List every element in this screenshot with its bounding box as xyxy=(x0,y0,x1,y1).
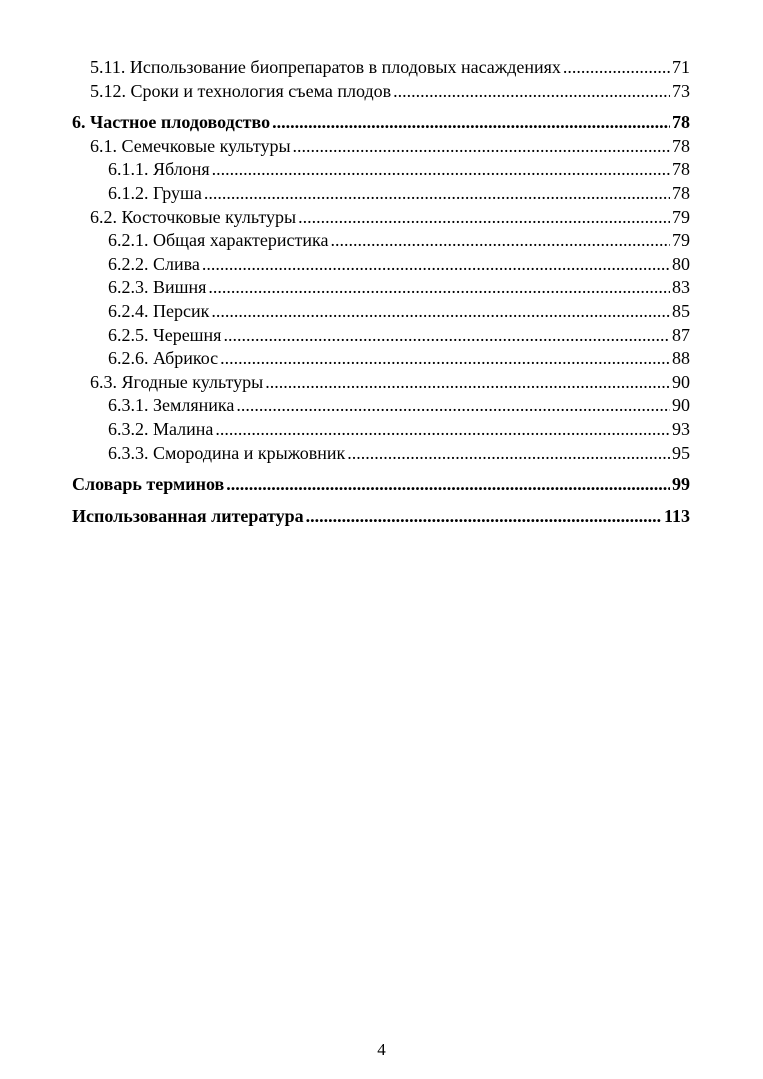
toc-entry xyxy=(72,371,690,395)
toc-entry-title: 6.3.1. Земляника xyxy=(108,395,235,416)
toc-leader-dots xyxy=(204,182,670,206)
table-of-contents xyxy=(72,56,690,528)
toc-entry-page: 78 xyxy=(672,112,690,133)
toc-leader-dots xyxy=(236,394,670,418)
toc-entry-page: 83 xyxy=(672,277,690,298)
toc-entry-page: 95 xyxy=(672,442,690,463)
toc-entry-page: 71 xyxy=(672,57,690,77)
toc-entry-title: Использованная литература xyxy=(72,505,304,526)
toc-chapter-entry xyxy=(72,111,690,135)
toc-entry-page: 99 xyxy=(672,474,690,495)
toc-entry xyxy=(72,253,690,277)
toc-entry-title: 6.3.2. Малина xyxy=(108,418,214,439)
toc-leader-dots xyxy=(293,135,670,159)
toc-entry-title: 5.12. Сроки и технология съема плодов xyxy=(90,80,392,101)
toc-entry-page: 79 xyxy=(672,206,690,227)
toc-entry xyxy=(72,158,690,182)
toc-entry xyxy=(72,418,690,442)
toc-entry xyxy=(72,56,690,80)
toc-leader-dots xyxy=(212,158,670,182)
toc-entry-page: 78 xyxy=(672,135,690,156)
toc-entry-page: 79 xyxy=(672,230,690,251)
toc-entry-page: 87 xyxy=(672,324,690,345)
toc-entry-title: Словарь терминов xyxy=(72,474,225,495)
toc-entry xyxy=(72,347,690,371)
toc-entry-title: 6. Частное плодоводство xyxy=(72,112,271,133)
toc-leader-dots xyxy=(202,253,670,277)
toc-entry xyxy=(72,80,690,104)
toc-entry-page: 90 xyxy=(672,395,690,416)
toc-entry-title: 6.1.2. Груша xyxy=(108,182,202,203)
toc-leader-dots xyxy=(215,418,670,442)
toc-leader-dots xyxy=(223,324,670,348)
toc-entry-title: 6.2.2. Слива xyxy=(108,253,200,274)
toc-entry xyxy=(72,206,690,230)
toc-entry-page: 73 xyxy=(672,80,690,101)
toc-entry xyxy=(72,324,690,348)
toc-entry-page: 88 xyxy=(672,348,690,369)
toc-leader-dots xyxy=(208,276,670,300)
toc-entry-title: 6.2.5. Черешня xyxy=(108,324,222,345)
toc-entry-title: 6.2. Косточковые культуры xyxy=(90,206,297,227)
toc-entry-title: 6.2.4. Персик xyxy=(108,300,210,321)
toc-leader-dots xyxy=(563,56,670,80)
toc-entry-page: 93 xyxy=(672,418,690,439)
toc-chapter-entry xyxy=(72,473,690,497)
toc-leader-dots xyxy=(306,505,662,529)
toc-entry xyxy=(72,300,690,324)
toc-entry-title: 6.3. Ягодные культуры xyxy=(90,371,264,392)
toc-entry-page: 80 xyxy=(672,253,690,274)
toc-chapter-entry xyxy=(72,505,690,529)
toc-leader-dots xyxy=(220,347,670,371)
toc-entry-title: 6.2.6. Абрикос xyxy=(108,348,219,369)
toc-leader-dots xyxy=(330,229,670,253)
toc-entry xyxy=(72,276,690,300)
toc-leader-dots xyxy=(226,473,670,497)
toc-entry-title: 6.2.1. Общая характеристика xyxy=(108,230,329,251)
toc-entry xyxy=(72,394,690,418)
toc-entry xyxy=(72,229,690,253)
toc-entry xyxy=(72,135,690,159)
toc-entry-title: 6.1. Семечковые культуры xyxy=(90,135,291,156)
toc-entry-title: 5.11. Использование биопрепаратов в плодовых насаждениях xyxy=(90,57,561,77)
toc-entry-page: 78 xyxy=(672,159,690,180)
toc-leader-dots xyxy=(211,300,670,324)
page-number: 4 xyxy=(377,1040,386,1059)
toc-leader-dots xyxy=(298,206,670,230)
toc-entry-page: 78 xyxy=(672,182,690,203)
toc-leader-dots xyxy=(272,111,670,135)
toc-entry-page: 85 xyxy=(672,300,690,321)
toc-entry xyxy=(72,182,690,206)
toc-entry-title: 6.2.3. Вишня xyxy=(108,277,207,298)
toc-entry-page: 113 xyxy=(663,505,690,526)
toc-leader-dots xyxy=(347,442,670,466)
toc-entry xyxy=(72,442,690,466)
toc-entry-page: 90 xyxy=(672,371,690,392)
toc-leader-dots xyxy=(265,371,670,395)
toc-leader-dots xyxy=(393,80,670,104)
toc-entry-title: 6.3.3. Смородина и крыжовник xyxy=(108,442,346,463)
toc-entry-title: 6.1.1. Яблоня xyxy=(108,159,210,180)
